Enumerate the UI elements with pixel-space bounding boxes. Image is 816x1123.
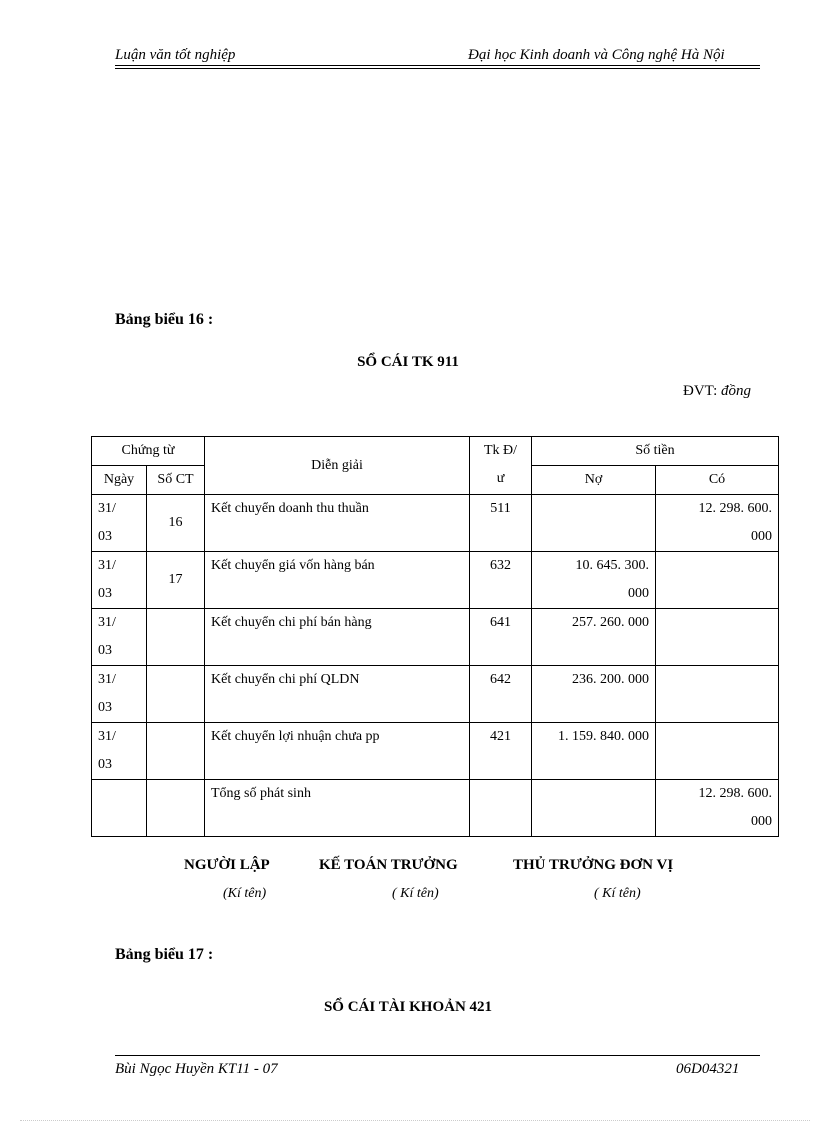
cell-no-line1: 1. 159. 840. 000 — [558, 729, 649, 744]
cell-ngay — [92, 666, 147, 723]
cell-no-line2: 000 — [628, 586, 649, 601]
cell-ngay-day: 31/ — [98, 615, 116, 630]
cell-no — [532, 495, 656, 552]
cell-no — [532, 666, 656, 723]
cell-so-ct-empty — [147, 780, 205, 837]
section-title-17: Bảng biểu 17 : — [115, 946, 214, 963]
header-tk-du-line1: Tk Đ/ — [483, 443, 518, 458]
header-chung-tu: Chứng từ — [92, 437, 205, 466]
signature-preparer-note: (Kí tên) — [223, 886, 267, 901]
ledger-title-421: SỔ CÁI TÀI KHOẢN 421 — [323, 999, 493, 1015]
cell-ngay — [92, 552, 147, 609]
signature-preparer: NGƯỜI LẬP — [184, 857, 270, 873]
header-university-label: Đại học Kinh doanh và Công nghệ Hà Nội — [468, 47, 725, 63]
header-ngay: Ngày — [92, 466, 147, 495]
cell-ngay-month: 03 — [98, 586, 112, 601]
signature-unit-head: THỦ TRƯỞNG ĐƠN VỊ — [513, 857, 674, 873]
cell-so-ct — [147, 666, 205, 723]
footer-divider — [115, 1055, 760, 1056]
cell-ngay — [92, 609, 147, 666]
cell-co — [656, 495, 779, 552]
cell-co-line1: 12. 298. 600. — [698, 501, 772, 516]
header-so-ct: Số CT — [147, 466, 205, 495]
cell-ngay-day: 31/ — [98, 729, 116, 744]
cell-so-ct: 16 — [147, 495, 205, 552]
cell-dien-giai: Kết chuyển giá vốn hàng bán — [205, 552, 470, 609]
ledger-table-911 — [91, 436, 779, 837]
unit-value: đồng — [721, 383, 751, 399]
footer-author: Bùi Ngọc Huyền KT11 - 07 — [115, 1061, 278, 1077]
cell-dien-giai: Kết chuyển lợi nhuận chưa pp — [205, 723, 470, 780]
cell-no-line1: 236. 200. 000 — [572, 672, 649, 687]
cell-co — [656, 723, 779, 780]
table-row — [92, 723, 779, 780]
header-divider-double — [115, 68, 760, 69]
section-title-16: Bảng biểu 16 : — [115, 311, 214, 328]
cell-ngay-day: 31/ — [98, 558, 116, 573]
unit-prefix: ĐVT: — [683, 383, 721, 399]
header-co: Có — [656, 466, 779, 495]
cell-co — [656, 609, 779, 666]
cell-dien-giai: Kết chuyển doanh thu thuần — [205, 495, 470, 552]
cell-no-line1: 257. 260. 000 — [572, 615, 649, 630]
table-row — [92, 609, 779, 666]
cell-so-ct — [147, 723, 205, 780]
header-so-tien: Số tiền — [532, 437, 779, 466]
cell-ngay-empty — [92, 780, 147, 837]
cell-no — [532, 723, 656, 780]
cell-ngay-day: 31/ — [98, 501, 116, 516]
cell-ngay-month: 03 — [98, 757, 112, 772]
cell-dien-giai: Kết chuyển chi phí bán hàng — [205, 609, 470, 666]
cell-no — [532, 609, 656, 666]
total-co-line2: 000 — [751, 814, 772, 829]
header-dien-giai: Diễn giải — [205, 437, 470, 495]
cell-co — [656, 666, 779, 723]
cell-co — [656, 552, 779, 609]
cell-tk: 421 — [470, 723, 532, 780]
header-tk-du — [470, 437, 532, 495]
header-divider — [115, 65, 760, 66]
table-row — [92, 495, 779, 552]
total-label: Tổng số phát sinh — [205, 780, 470, 837]
unit-label — [683, 383, 751, 400]
header-no: Nợ — [532, 466, 656, 495]
header-thesis-label: Luận văn tốt nghiệp — [115, 47, 236, 63]
signature-chief-accountant-note: ( Kí tên) — [392, 886, 439, 901]
total-co-line1: 12. 298. 600. — [698, 786, 772, 801]
cell-so-ct: 17 — [147, 552, 205, 609]
cell-tk-empty — [470, 780, 532, 837]
cell-ngay-month: 03 — [98, 529, 112, 544]
page-bottom-border — [20, 1120, 810, 1121]
footer-student-id: 06D04321 — [676, 1061, 740, 1077]
table-total-row — [92, 780, 779, 837]
table-row — [92, 666, 779, 723]
cell-co-line2: 000 — [751, 529, 772, 544]
signature-chief-accountant: KẾ TOÁN TRƯỞNG — [319, 857, 458, 873]
total-co — [656, 780, 779, 837]
cell-ngay — [92, 495, 147, 552]
cell-so-ct — [147, 609, 205, 666]
cell-no-line1: 10. 645. 300. — [575, 558, 649, 573]
cell-no-empty — [532, 780, 656, 837]
signature-unit-head-note: ( Kí tên) — [594, 886, 641, 901]
header-tk-du-line2: ư — [496, 471, 505, 486]
cell-ngay-day: 31/ — [98, 672, 116, 687]
cell-ngay-month: 03 — [98, 643, 112, 658]
cell-tk: 641 — [470, 609, 532, 666]
cell-tk: 642 — [470, 666, 532, 723]
cell-no — [532, 552, 656, 609]
cell-ngay-month: 03 — [98, 700, 112, 715]
table-row — [92, 552, 779, 609]
cell-dien-giai: Kết chuyển chi phí QLDN — [205, 666, 470, 723]
cell-tk: 511 — [470, 495, 532, 552]
cell-tk: 632 — [470, 552, 532, 609]
ledger-title-911: SỔ CÁI TK 911 — [357, 354, 459, 370]
cell-ngay — [92, 723, 147, 780]
